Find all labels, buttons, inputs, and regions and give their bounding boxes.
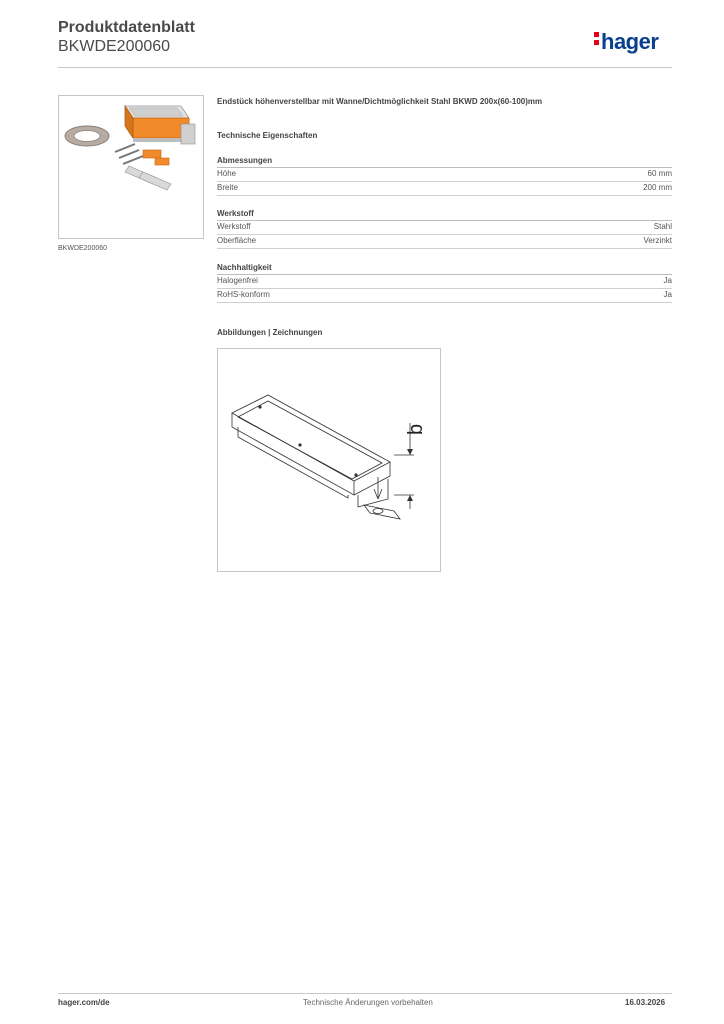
property-value: Ja <box>663 276 672 285</box>
property-value: 200 mm <box>643 183 672 192</box>
footer-date: 16.03.2026 <box>625 998 666 1007</box>
drawings-heading: Abbildungen | Zeichnungen <box>217 328 323 337</box>
property-value: Ja <box>663 290 672 299</box>
property-label: Halogenfrei <box>217 276 258 285</box>
group-title: Nachhaltigkeit <box>217 263 672 275</box>
property-label: Oberfläche <box>217 236 257 245</box>
technical-drawing-illustration <box>218 349 440 571</box>
property-row <box>217 275 672 289</box>
dimension-label: b <box>405 423 427 435</box>
hager-logo <box>594 29 658 55</box>
group-title: Abmessungen <box>217 156 672 168</box>
product-photo-illustration <box>59 96 203 238</box>
product-photo <box>58 95 204 239</box>
property-row <box>217 168 672 182</box>
property-label: RoHS-konform <box>217 290 270 299</box>
product-photo-caption: BKWDE200060 <box>58 245 108 252</box>
property-row <box>217 289 672 303</box>
group-material <box>217 209 672 249</box>
footer-divider <box>58 993 672 994</box>
logo-text: hager <box>601 29 659 54</box>
property-row <box>217 221 672 235</box>
group-sustainability <box>217 263 672 303</box>
property-row <box>217 182 672 196</box>
footer-note: Technische Änderungen vorbehalten <box>303 998 433 1007</box>
group-dimensions <box>217 156 672 196</box>
properties-heading: Technische Eigenschaften <box>217 131 318 140</box>
logo-dots-icon <box>594 29 599 48</box>
group-title: Werkstoff <box>217 209 672 221</box>
property-value: Stahl <box>653 222 672 231</box>
property-label: Breite <box>217 183 238 192</box>
technical-drawing <box>217 348 441 572</box>
property-value: 60 mm <box>647 169 672 178</box>
product-title: Endstück höhenverstellbar mit Wanne/Dichtmöglichkeit Stahl BKWD 200x(60-100)mm <box>217 97 543 106</box>
property-label: Werkstoff <box>217 222 251 231</box>
property-label: Höhe <box>217 169 237 178</box>
datasheet-title: Produktdatenblatt <box>58 19 195 36</box>
header-divider <box>58 67 672 68</box>
product-code: BKWDE200060 <box>58 38 171 55</box>
property-row <box>217 235 672 249</box>
property-value: Verzinkt <box>643 236 672 245</box>
footer-website[interactable]: hager.com/de <box>58 998 110 1007</box>
